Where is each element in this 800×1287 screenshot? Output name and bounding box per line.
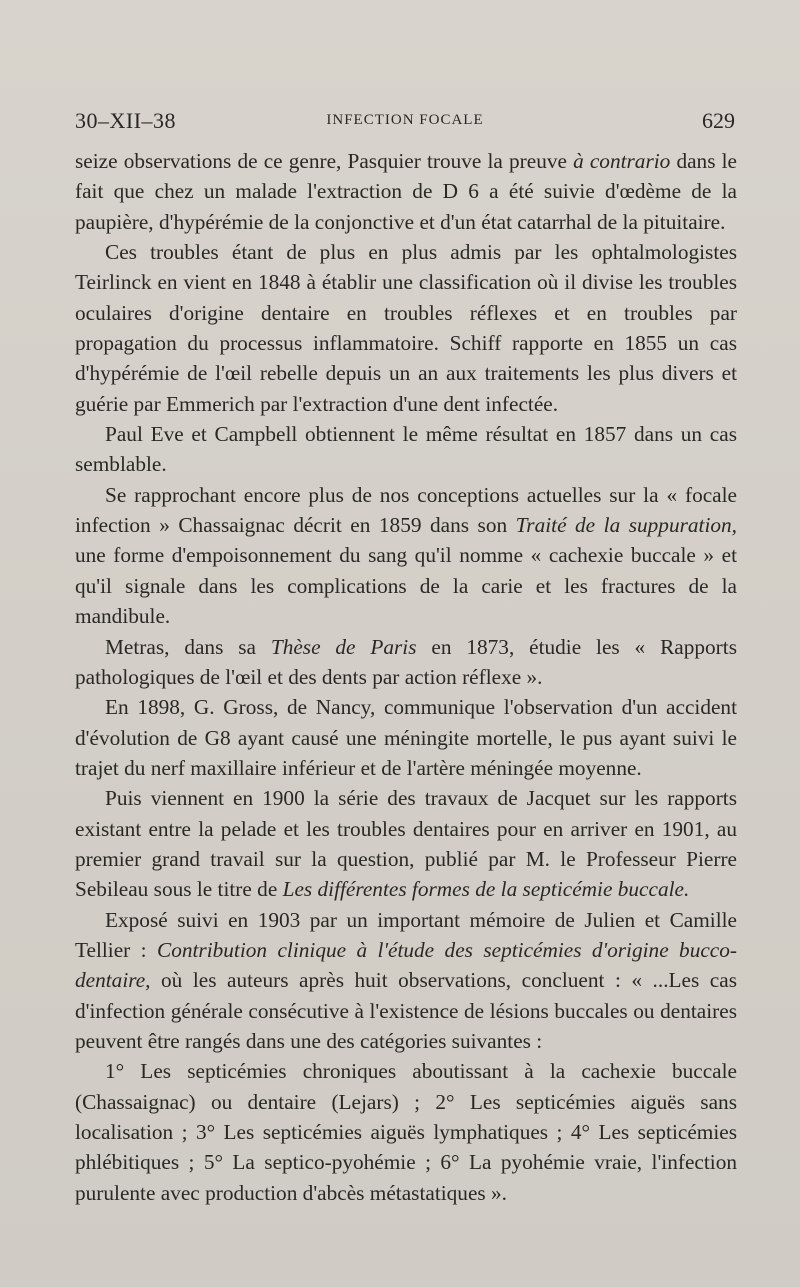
text-run: Se rapprochant encore plus de nos conceptions actuelles sur la « focale infection » Chassaignac décrit en 1859 dans son xyxy=(75,482,737,538)
paragraph xyxy=(75,1056,737,1208)
text-run: seize observations de ce genre, Pasquier trouve la preuve xyxy=(75,149,574,173)
page-number: 629 xyxy=(702,108,735,133)
text-run: où les auteurs après huit observations, concluent : « ...Les cas d'infection générale consécutive à l'existence de lésions buccales ou dentaires peuvent être rangés dans une des catégories suivantes : xyxy=(75,968,737,1053)
text-run: 1° Les septicémies chroniques aboutissant à la cachexie buccale (Chassaignac) ou dentaire (Lejars) ; 2° Les septicémies aiguës sans localisation ; 3° Les septicémies aiguës lymphatiques ; 4° Les septicémies phlébitiques ; 5° La septico-pyohémie ; 6° La pyohémie vraie, l'infection purulente avec production d'abcès métastatiques ». xyxy=(75,1059,737,1205)
paragraph xyxy=(75,905,737,1057)
paragraph xyxy=(75,632,737,693)
text-run: dans le fait que chez un malade l'extraction de D 6 a été suivie d'œdème de la paupière, d'hypérémie de la conjonctive et d'un état catarrhal de la pituitaire. xyxy=(75,149,737,234)
body-text xyxy=(75,146,737,1208)
text-run: Metras, dans sa xyxy=(105,634,271,659)
text-run: En 1898, G. Gross, de Nancy, communique l'observation d'un accident d'évolution de G8 ayant causé une méningite mortelle, le pus ayant suivi le trajet du nerf maxillaire inférieur et de l'artère méningée moyenne. xyxy=(75,695,737,780)
running-header xyxy=(75,108,735,134)
running-title: INFECTION FOCALE xyxy=(326,112,484,128)
paragraph xyxy=(75,146,737,237)
text-run: Puis viennent en 1900 la série des travaux de Jacquet sur les rapports existant entre la pelade et les troubles dentaires pour en arriver en 1901, au premier grand travail sur la question, publié par M. le Professeur Pierre Sebileau sous le titre de xyxy=(75,786,737,902)
italic-title: Thèse de Paris xyxy=(270,634,417,659)
italic-title: à contrario xyxy=(573,149,671,173)
paragraph xyxy=(75,237,737,419)
paragraph xyxy=(75,480,737,632)
text-run: en 1873, étudie les « Rapports pathologiques de l'œil et des dents par action réflexe ». xyxy=(75,634,737,689)
text-run: une forme d'empoisonnement du sang qu'il nomme « cachexie buccale » et qu'il signale dans les complications de la carie et les fractures de la mandibule. xyxy=(75,543,737,629)
italic-title: Contribution clinique à l'étude des septicémies d'origine bucco-dentaire, xyxy=(75,937,737,993)
text-run: Exposé suivi en 1903 par un important mémoire de Julien et Camille Tellier : xyxy=(75,907,737,962)
text-run: Ces troubles étant de plus en plus admis par les ophtalmologistes Teirlinck en vient en 1848 à établir une classification où il divise les troubles oculaires d'origine dentaire en troubles réflexes et en troubles par propagation du processus inflammatoire. Schiff rapporte en 1855 un cas d'hypérémie de l'œil rebelle depuis un an aux traitements les plus divers et guérie par Emmerich par l'extraction d'une dent infectée. xyxy=(75,240,737,416)
text-run: Paul Eve et Campbell obtiennent le même résultat en 1857 dans un cas semblable. xyxy=(75,422,737,477)
paragraph xyxy=(75,783,737,904)
italic-title: Traité de la suppuration, xyxy=(515,513,737,538)
italic-title: Les différentes formes de la septicémie buccale. xyxy=(282,877,690,902)
paragraph xyxy=(75,692,737,783)
issue-date: 30–XII–38 xyxy=(75,108,177,133)
paragraph xyxy=(75,419,737,480)
